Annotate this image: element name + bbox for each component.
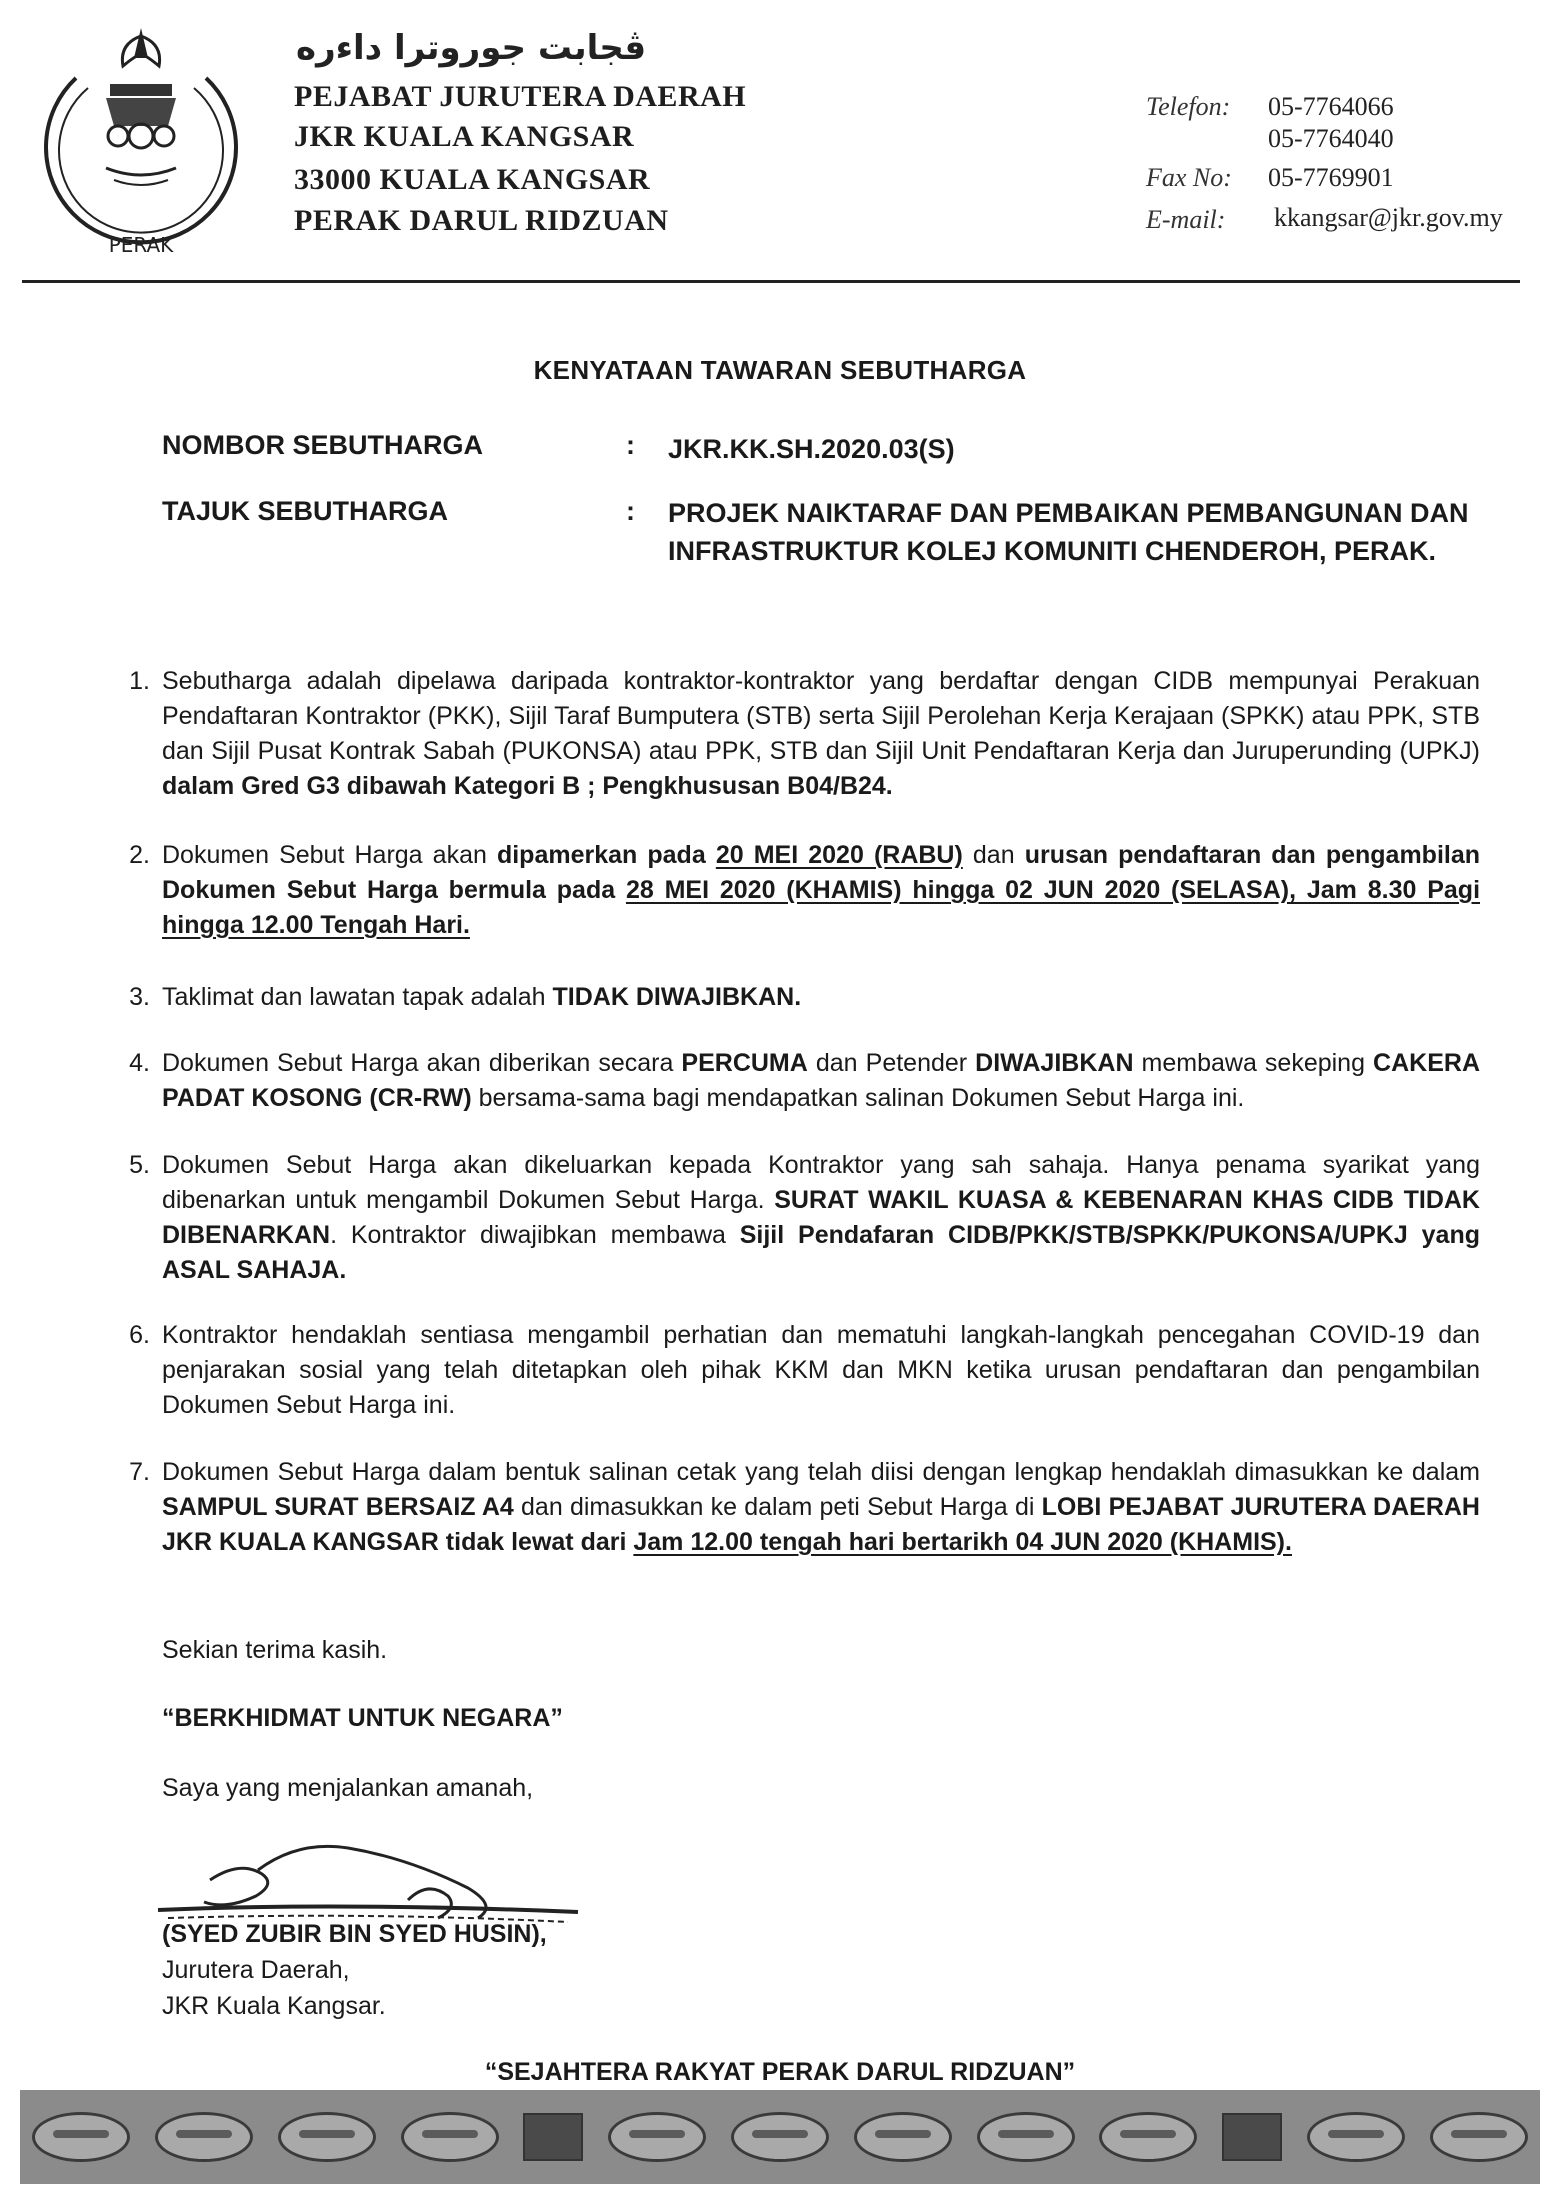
signatory-title: Jurutera Daerah,	[162, 1956, 350, 1984]
clause-bold-text: dipamerkan pada	[496, 841, 716, 869]
clause-bold-text: SURAT WAKIL KUASA & KEBENARAN KHAS CIDB TIDAK DIBENARKAN	[162, 1186, 1480, 1249]
clause-4	[110, 1046, 1480, 1116]
clause-text: Sebutharga adalah dipelawa daripada kontraktor-kontraktor yang berdaftar dengan CIDB mempunyai Perakuan Pendaftaran Kontraktor (PKK), Sijil Taraf Bumputera (STB) serta Sijil Perolehan Kerja Kerajaan (SPKK) atau PPK, STB dan Sijil Pusat Kontrak Sabah (PUKONSA) atau PPK, STB dan Sijil Unit Pendaftaran Kerja dan Juruperunding (UPKJ)	[162, 667, 1480, 765]
clause-number: 5.	[129, 1151, 150, 1179]
email-label: E-mail:	[1146, 205, 1226, 234]
office-line-1: PEJABAT JURUTERA DAERAH	[294, 80, 747, 113]
telefon-value-2: 05-7764040	[1268, 124, 1394, 153]
office-line-3: 33000 KUALA KANGSAR	[294, 163, 651, 196]
certification-logo-icon	[977, 2112, 1075, 2162]
clause-text: Taklimat dan lawatan tapak adalah	[162, 983, 553, 1011]
certification-logo-icon	[1307, 2112, 1405, 2162]
clause-1	[110, 664, 1480, 804]
notice-title: KENYATAAN TAWARAN SEBUTHARGA	[533, 355, 1027, 385]
clause-text: Dokumen Sebut Harga akan diberikan secara	[162, 1049, 682, 1077]
certification-logo-icon	[155, 2112, 253, 2162]
clause-text: Kontraktor hendaklah sentiasa mengambil perhatian dan mematuhi langkah-langkah pencegahan COVID-19 dan penjarakan sosial yang telah ditetapkan oleh pihak KKM dan MKN ketika urusan pendaftaran dan pengambilan Dokumen Sebut Harga ini.	[162, 1321, 1480, 1419]
tajuk-colon: :	[626, 496, 635, 526]
clause-number: 2.	[129, 841, 150, 869]
fax-value: 05-7769901	[1268, 163, 1394, 192]
office-line-2: JKR KUALA KANGSAR	[294, 120, 635, 153]
certification-logo-icon	[608, 2112, 706, 2162]
clause-number: 1.	[129, 667, 150, 695]
clause-bold-text: urusan pendaftaran dan pengambilan Dokumen Sebut Harga bermula pada	[162, 841, 1481, 904]
clause-number: 7.	[129, 1458, 150, 1486]
clause-2	[110, 838, 1480, 943]
certification-band	[20, 2090, 1540, 2184]
flag-icon	[523, 2113, 583, 2161]
closing-trust: Saya yang menjalankan amanah,	[162, 1774, 534, 1802]
registration-period: 28 MEI 2020 (KHAMIS) hingga 02 JUN 2020 (SELASA), Jam 8.30 Pagi hingga 12.00 Tengah Hari.	[162, 876, 1481, 939]
telefon-value-1: 05-7764066	[1268, 92, 1394, 121]
certification-logo-icon	[854, 2112, 952, 2162]
clause-text: Dokumen Sebut Harga akan	[162, 841, 497, 869]
certification-logo-icon	[1430, 2112, 1528, 2162]
clause-3	[110, 980, 1480, 1015]
clause-text: dan Petender	[807, 1049, 976, 1077]
clause-grade-text: dalam Gred G3 dibawah Kategori B ; Pengkhususan B04/B24.	[162, 772, 893, 800]
clause-text: Dokumen Sebut Harga dalam bentuk salinan cetak yang telah diisi dengan lengkap hendaklah dimasukkan ke dalam	[162, 1458, 1480, 1486]
clause-number: 3.	[129, 983, 150, 1011]
clause-text: dan dimasukkan ke dalam peti Sebut Harga di	[513, 1493, 1042, 1521]
certification-logo-icon	[731, 2112, 829, 2162]
footer-motto: “SEJAHTERA RAKYAT PERAK DARUL RIDZUAN”	[484, 2058, 1076, 2086]
tajuk-value: PROJEK NAIKTARAF DAN PEMBAIKAN PEMBANGUNAN DAN INFRASTRUKTUR KOLEJ KOMUNITI CHENDEROH, PERAK.	[668, 498, 1469, 566]
certification-logo-icon	[32, 2112, 130, 2162]
crest-label: PERAK	[108, 233, 174, 257]
email-value: kkangsar@jkr.gov.my	[1274, 203, 1503, 232]
clause-bold-text: DIWAJIBKAN	[975, 1049, 1134, 1077]
nombor-label: NOMBOR SEBUTHARGA	[162, 430, 483, 460]
fax-label: Fax No:	[1146, 163, 1232, 192]
office-line-4: PERAK DARUL RIDZUAN	[294, 204, 669, 237]
header-divider	[22, 280, 1520, 283]
display-date: 20 MEI 2020 (RABU)	[715, 841, 963, 869]
clause-6	[110, 1318, 1480, 1423]
clause-text: dan	[962, 841, 1025, 869]
clause-bold-text: PERCUMA	[681, 1049, 808, 1077]
perak-crest-icon	[36, 18, 246, 268]
closing-thanks: Sekian terima kasih.	[162, 1636, 388, 1664]
clause-bold-text: SAMPUL SURAT BERSAIZ A4	[162, 1493, 514, 1521]
clause-bold-text: TIDAK DIWAJIBKAN.	[552, 983, 802, 1011]
clause-bold-text: CAKERA PADAT KOSONG (CR-RW)	[162, 1049, 1480, 1112]
nombor-value: JKR.KK.SH.2020.03(S)	[668, 434, 955, 464]
certification-logo-icon	[278, 2112, 376, 2162]
certification-logo-icon	[1099, 2112, 1197, 2162]
certification-logo-icon	[401, 2112, 499, 2162]
clause-5	[110, 1148, 1480, 1288]
closing-date: Jam 12.00 tengah hari bertarikh 04 JUN 2020 (KHAMIS).	[633, 1528, 1292, 1556]
nombor-colon: :	[626, 430, 635, 460]
clause-7	[110, 1455, 1480, 1560]
closing-slogan: “BERKHIDMAT UNTUK NEGARA”	[162, 1704, 563, 1732]
clause-text: membawa sekeping	[1133, 1049, 1374, 1077]
signatory-office: JKR Kuala Kangsar.	[162, 1992, 386, 2020]
telefon-label: Telefon:	[1146, 92, 1231, 121]
clause-number: 6.	[129, 1321, 150, 1349]
clause-text: Dokumen Sebut Harga akan dikeluarkan kepada Kontraktor yang sah sahaja. Hanya penama syarikat yang dibenarkan untuk mengambil Dokumen Sebut Harga.	[162, 1151, 1480, 1214]
clause-text: bersama-sama bagi mendapatkan salinan Dokumen Sebut Harga ini.	[471, 1084, 1245, 1112]
office-name-jawi: ڤجابت جوروترا داءره	[296, 28, 647, 68]
clause-text: . Kontraktor diwajibkan membawa	[330, 1221, 740, 1249]
clause-bold-text: Sijil Pendafaran CIDB/PKK/STB/SPKK/PUKONSA/UPKJ yang ASAL SAHAJA.	[162, 1221, 1480, 1284]
signatory-name: (SYED ZUBIR BIN SYED HUSIN),	[162, 1920, 547, 1948]
clause-bold-text: LOBI PEJABAT JURUTERA DAERAH JKR KUALA KANGSAR tidak lewat dari	[162, 1493, 1480, 1556]
clause-number: 4.	[129, 1049, 150, 1077]
flag-icon	[1222, 2113, 1282, 2161]
tajuk-label: TAJUK SEBUTHARGA	[162, 496, 449, 526]
